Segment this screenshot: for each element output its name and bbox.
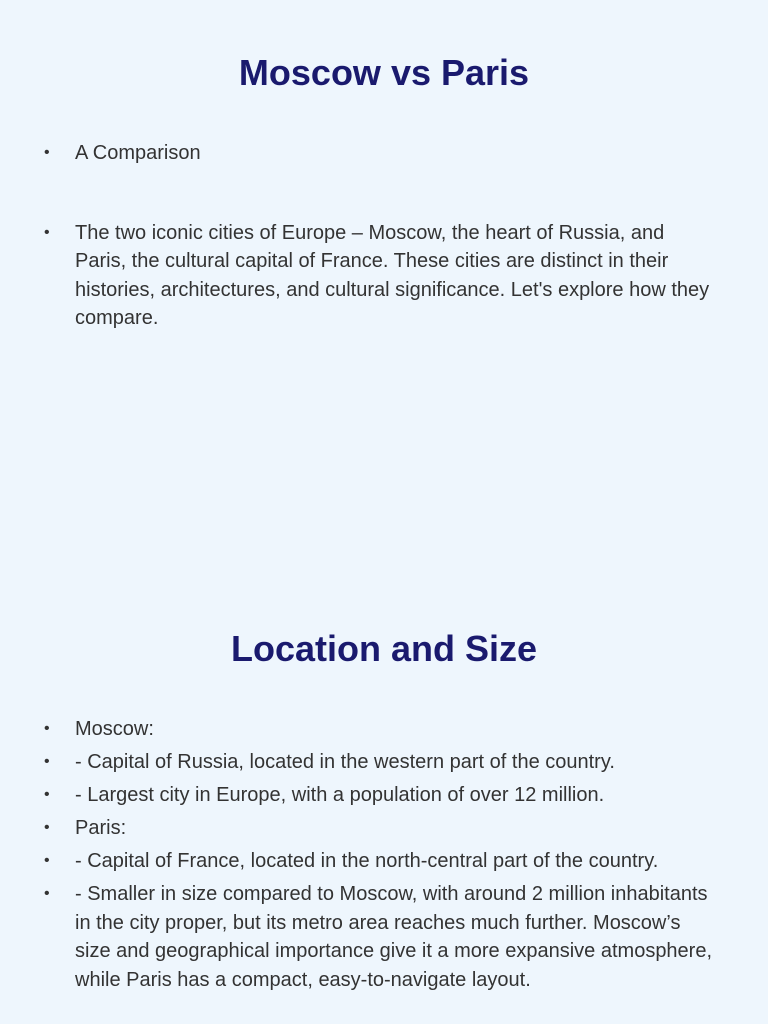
bullet-icon: • <box>44 786 50 803</box>
bullet-text: Paris: <box>75 817 127 839</box>
bullet-icon: • <box>44 144 50 161</box>
slide-2 <box>0 576 768 1024</box>
bullet-text: Moscow: <box>75 718 154 740</box>
bullet-item <box>40 814 720 843</box>
bullet-icon: • <box>44 885 50 902</box>
slide-2-bullet-list <box>40 715 720 999</box>
bullet-icon: • <box>44 852 50 869</box>
bullet-item <box>40 219 720 333</box>
bullet-icon: • <box>44 223 50 241</box>
bullet-text: - Largest city in Europe, with a population of over 12 million. <box>75 784 605 806</box>
bullet-text: - Capital of France, located in the north-central part of the country. <box>75 850 659 872</box>
slide-1-bullet-list <box>40 139 720 333</box>
bullet-text: The two iconic cities of Europe – Moscow, the heart of Russia, and Paris, the cultural capital of France. These cities are distinct in their histories, architectures, and cultural significance. Let's explore how they compare. <box>75 221 710 329</box>
bullet-item <box>40 880 720 994</box>
bullet-text: - Capital of Russia, located in the western part of the country. <box>75 751 615 773</box>
bullet-icon: • <box>44 753 50 770</box>
bullet-text: - Smaller in size compared to Moscow, with around 2 million inhabitants in the city proper, but its metro area reaches much further. Moscow’s size and geographical importance give it a more expansive atmosphere, while Paris has a compact, easy-to-navigate layout. <box>75 883 713 991</box>
bullet-item <box>40 748 720 777</box>
bullet-item <box>40 715 720 744</box>
bullet-item <box>40 847 720 876</box>
bullet-item <box>40 781 720 810</box>
bullet-item <box>40 139 720 168</box>
slide-1-title: Moscow vs Paris <box>238 52 530 93</box>
bullet-text: A Comparison <box>75 142 201 164</box>
bullet-icon: • <box>44 819 50 836</box>
bullet-icon: • <box>44 720 50 737</box>
slide-2-title: Location and Size <box>230 628 538 669</box>
